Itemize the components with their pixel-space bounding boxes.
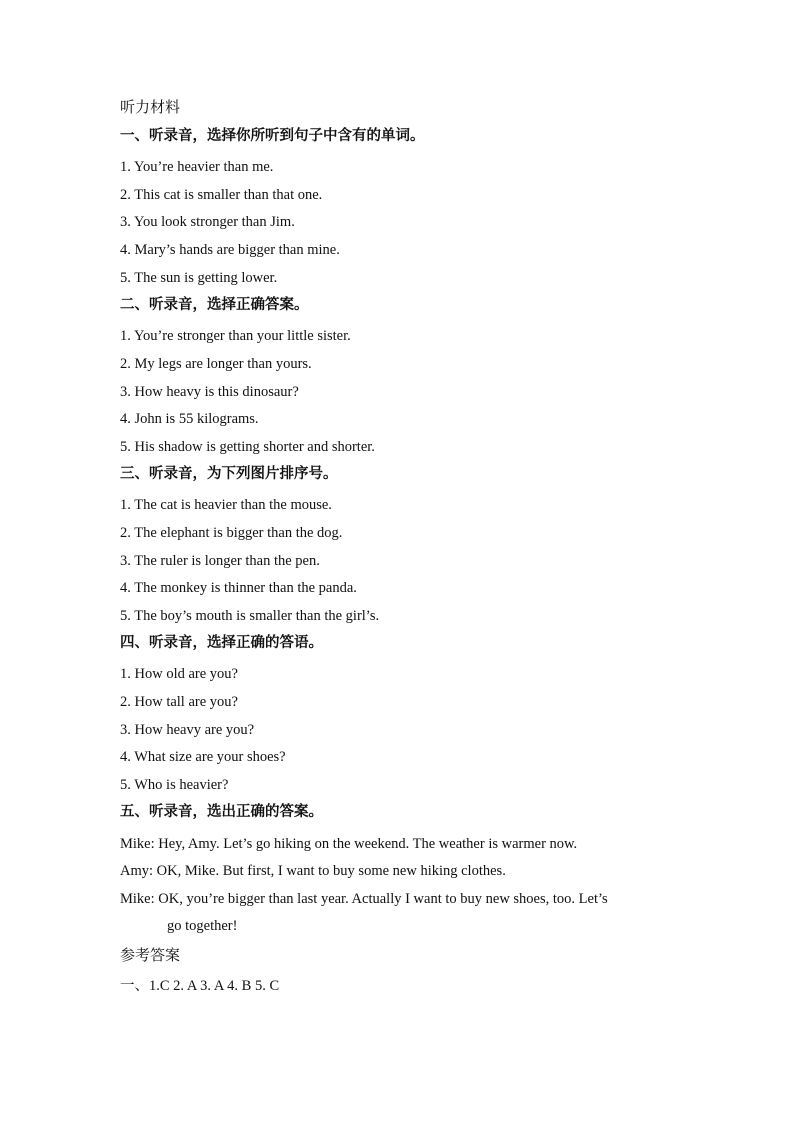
dialogue-line-3: Mike: OK, you’re bigger than last year. Actually I want to buy new shoes, too. Let’s: [120, 891, 608, 907]
answers-title: 参考答案: [120, 946, 181, 964]
section-3-item-1: 1. The cat is heavier than the mouse.: [120, 497, 332, 513]
section-3-item-5: 5. The boy’s mouth is smaller than the girl’s.: [120, 608, 380, 624]
section-4-item-5: 5. Who is heavier?: [120, 777, 229, 793]
section-1-item-1: 1. You’re heavier than me.: [120, 159, 274, 175]
section-3-item-4: 4. The monkey is thinner than the panda.: [120, 580, 357, 596]
document-title: 听力材料: [120, 98, 181, 116]
section-4-item-3: 3. How heavy are you?: [120, 722, 255, 738]
dialogue-line-1: Mike: Hey, Amy. Let’s go hiking on the weekend. The weather is warmer now.: [120, 836, 578, 852]
section-3-heading: 三、听录音，为下列图片排序号。: [120, 466, 338, 482]
section-1-item-4: 4. Mary’s hands are bigger than mine.: [120, 242, 340, 258]
section-4-heading: 四、听录音，选择正确的答语。: [120, 635, 323, 651]
section-2-heading: 二、听录音，选择正确答案。: [120, 297, 309, 313]
section-2-item-4: 4. John is 55 kilograms.: [120, 411, 259, 427]
section-3-item-2: 2. The elephant is bigger than the dog.: [120, 525, 343, 541]
section-2-item-1: 1. You’re stronger than your little sister.: [120, 328, 351, 344]
section-1-item-5: 5. The sun is getting lower.: [120, 270, 278, 286]
section-2-item-3: 3. How heavy is this dinosaur?: [120, 384, 299, 400]
section-1-heading: 一、听录音，选择你所听到句子中含有的单词。: [120, 128, 425, 144]
section-4-item-4: 4. What size are your shoes?: [120, 749, 286, 765]
section-4-item-2: 2. How tall are you?: [120, 694, 238, 710]
dialogue-line-4: go together!: [167, 918, 238, 934]
section-2-item-5: 5. His shadow is getting shorter and shorter.: [120, 439, 375, 455]
section-5-heading: 五、听录音，选出正确的答案。: [120, 804, 323, 820]
section-3-item-3: 3. The ruler is longer than the pen.: [120, 553, 320, 569]
section-1-item-2: 2. This cat is smaller than that one.: [120, 187, 323, 203]
section-2-item-2: 2. My legs are longer than yours.: [120, 356, 312, 372]
section-1-item-3: 3. You look stronger than Jim.: [120, 214, 295, 230]
dialogue-line-2: Amy: OK, Mike. But first, I want to buy some new hiking clothes.: [120, 863, 506, 879]
section-4-item-1: 1. How old are you?: [120, 666, 238, 682]
answers-line: 一、1.C 2. A 3. A 4. B 5. C: [120, 978, 280, 994]
